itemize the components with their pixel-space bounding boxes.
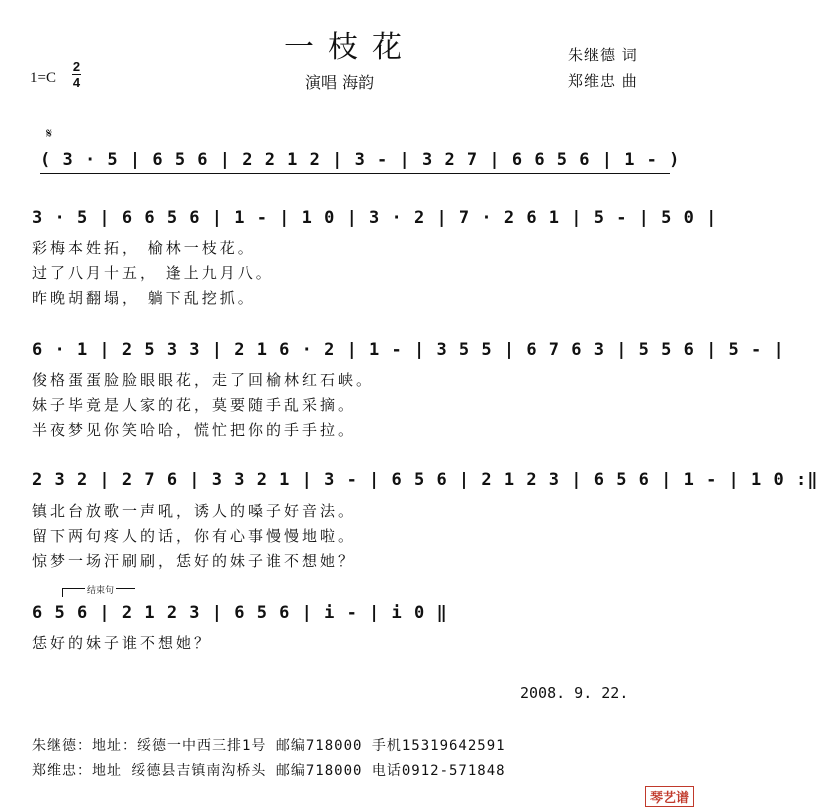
singer-credit: 演唱 海韵: [305, 73, 375, 92]
lyric-line-2-verse-1: 彩梅本姓拓， 榆林一枝花。: [32, 239, 256, 257]
lyric-line-5: 恁好的妹子谁不想她？: [32, 634, 213, 652]
song-title: 一枝花: [284, 30, 416, 65]
score-line-3: 6 · 1 | 2 5 3 3 | 2 1 6 · 2 | 1 - | 3 5 5 | 6 7 6 3 | 5 5 6 | 5 - |: [32, 340, 785, 360]
ending-label: 结束句: [85, 583, 116, 596]
lyric-line-4-verse-3: 惊梦一场汗刷刷，恁好的妹子谁不想她？: [32, 552, 357, 570]
ending-bracket: [62, 588, 135, 597]
lyric-line-3-verse-2: 妹子毕竟是人家的花，莫要随手乱采摘。: [32, 396, 357, 414]
score-line-2: 3 · 5 | 6 6 5 6 | 1 - | 1 0 | 3 · 2 | 7 · 2 6 1 | 5 - | 5 0 |: [32, 208, 718, 228]
date-stamp: 2008. 9. 22.: [520, 684, 629, 702]
segno-icon: 𝄋: [46, 126, 53, 142]
footer-contact-composer: 郑维忠：地址 绥德县吉镇南沟桥头 邮编718000 电话0912-571848: [32, 763, 506, 779]
score-line-5: 6 5 6 | 2 1 2 3 | 6 5 6 | i - | i 0 ‖: [32, 603, 448, 623]
footer-contact-lyricist: 朱继德：地址：绥德一中西三排1号 邮编718000 手机15319642591: [32, 738, 506, 754]
lyric-line-2-verse-3: 昨晚胡翻塌， 躺下乱挖抓。: [32, 289, 256, 307]
lyricist-credit: 朱继德 词: [568, 46, 638, 64]
time-sig-bottom: 4: [72, 75, 81, 90]
lyric-line-3-verse-1: 俊格蛋蛋脸脸眼眼花，走了回榆林红石峡。: [32, 371, 375, 389]
composer-credit: 郑维忠 曲: [568, 72, 638, 90]
time-sig-top: 2: [72, 59, 81, 74]
score-line-4: 2 3 2 | 2 7 6 | 3 3 2 1 | 3 - | 6 5 6 | 2 1 2 3 | 6 5 6 | 1 - | 1 0 :‖: [32, 470, 818, 490]
lyric-line-2-verse-2: 过了八月十五， 逢上九月八。: [32, 264, 274, 282]
lyric-line-3-verse-3: 半夜梦见你笑哈哈，慌忙把你的手手拉。: [32, 421, 357, 439]
score-line-1: ( 3 · 5 | 6 5 6 | 2 2 1 2 | 3 - | 3 2 7 | 6 6 5 6 | 1 - ): [40, 150, 681, 170]
key-signature: 1=C: [30, 70, 56, 86]
site-logo[interactable]: 琴艺谱: [645, 786, 694, 807]
staff-underline: [40, 173, 670, 174]
lyric-line-4-verse-1: 镇北台放歌一声吼，诱人的嗓子好音法。: [32, 502, 357, 520]
time-signature: [72, 60, 81, 89]
lyric-line-4-verse-2: 留下两句疼人的话，你有心事慢慢地啦。: [32, 527, 357, 545]
